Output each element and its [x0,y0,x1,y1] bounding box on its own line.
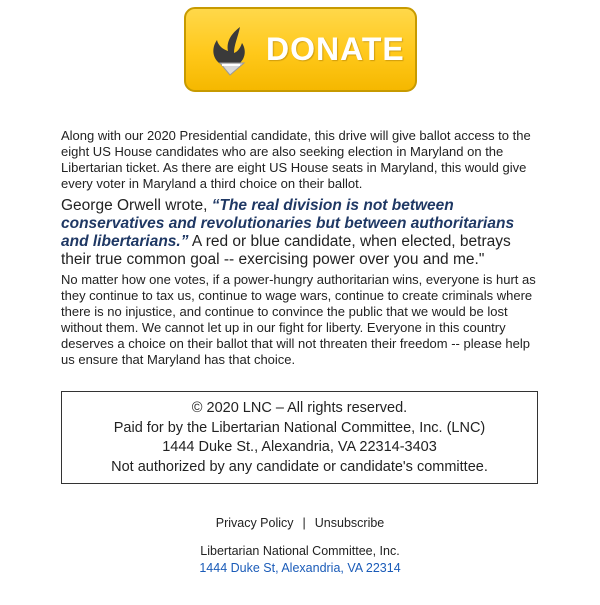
orwell-quote: “The real division is not between conservatives and revolutionaries but between authoritarians and libertarians.” [61,197,515,250]
footer-address-link[interactable]: 1444 Duke St, Alexandria, VA 22314 [199,561,401,575]
unsubscribe-link[interactable]: Unsubscribe [314,516,385,530]
footer-links [0,516,600,530]
legal-address-line: 1444 Duke St., Alexandria, VA 22314-3403 [162,439,437,455]
intro-paragraph: Along with our 2020 Presidential candidate, this drive will give ballot access to the eight US House candidates who are also seeking election in Maryland on the Libertarian ticket. As there are eight US House seats in Maryland, this would give every voter in Maryland a third choice on their ballot. [61,128,531,191]
legal-disclaimer-box [61,391,538,484]
donate-button[interactable] [184,7,417,92]
quote-suffix: A red or blue candidate, when elected, betrays their true common goal -- exercising power over you and me." [61,233,511,268]
quote-prefix: George Orwell wrote, [61,197,212,214]
not-authorized-line: Not authorized by any candidate or candidate's committee. [111,458,488,475]
orwell-quote-paragraph [61,197,543,269]
paid-for-line: Paid for by the Libertarian National Committee, Inc. (LNC) [113,419,486,436]
footer-separator: | [302,516,306,530]
torch-icon [204,23,260,79]
donate-banner[interactable] [184,7,417,92]
donate-label: DONATE [266,31,405,67]
privacy-policy-link[interactable]: Privacy Policy [215,516,294,530]
footer-org-name: Libertarian National Committee, Inc. [200,544,400,558]
copyright-line: © 2020 LNC – All rights reserved. [191,400,408,416]
liberty-paragraph: No matter how one votes, if a power-hungry authoritarian wins, everyone is hurt as they continue to tax us, continue to wage wars, continue to create criminals where there is no injustice, and continue to convince the public that we would be lost without them. We cannot let up in our fight for liberty. Everyone in this country deserves a choice on their ballot that will not threaten their freedom -- please help us ensure that Maryland has that choice. [61,272,536,367]
